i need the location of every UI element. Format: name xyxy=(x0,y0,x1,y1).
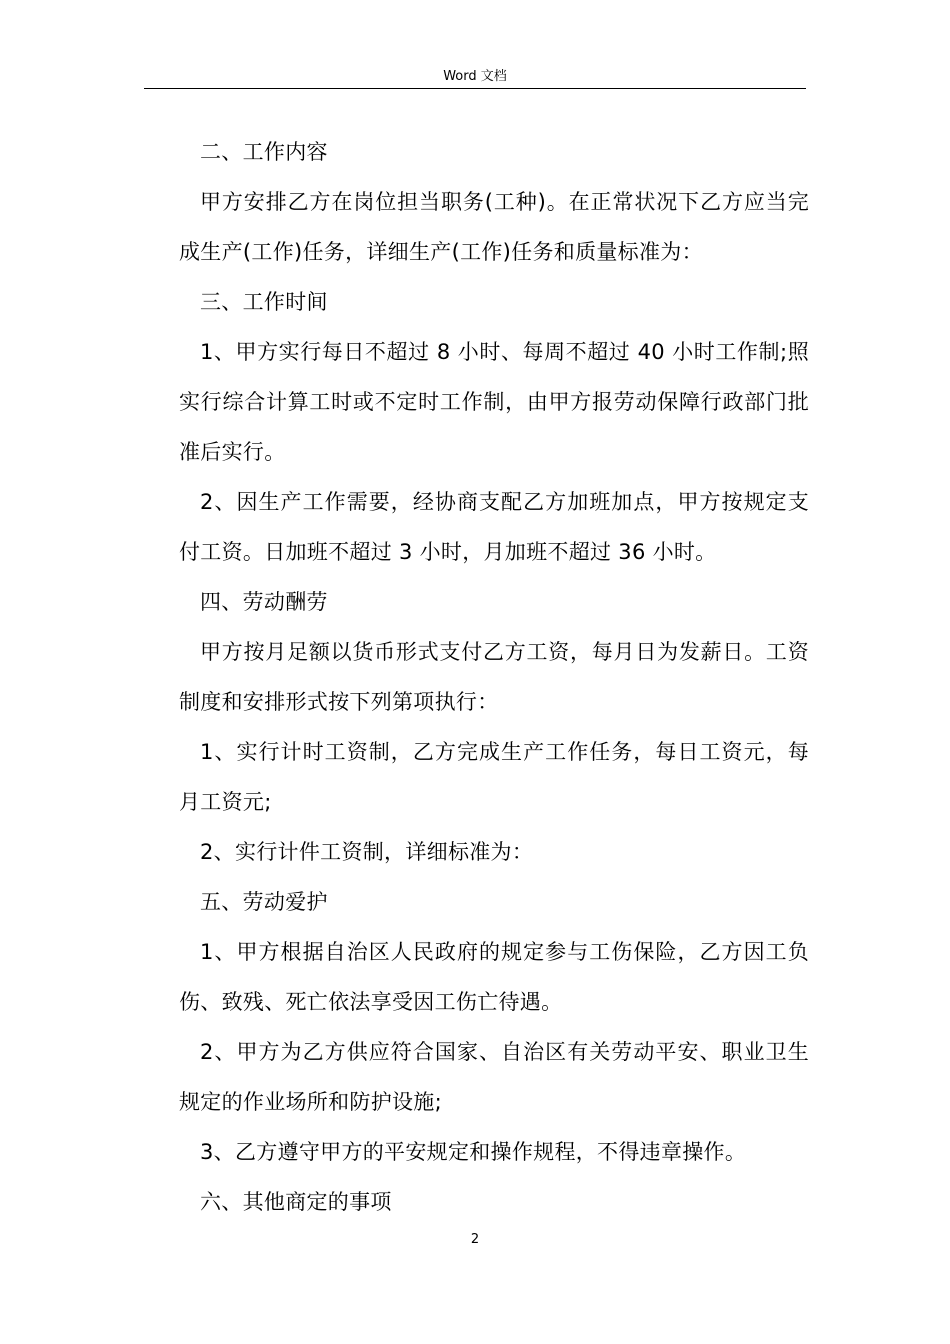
document-header-title: Word 文档 xyxy=(443,69,507,84)
paragraph: 3、乙方遵守甲方的平安规定和操作规程，不得违章操作。 xyxy=(200,1140,747,1164)
paragraph: 甲方安排乙方在岗位担当职务(工种)。在正常状况下乙方应当完成生产(工作)任务，详细生产(工作)任务和质量标准为： xyxy=(179,190,809,264)
header-divider xyxy=(144,88,806,89)
document-body xyxy=(179,127,809,1227)
section-heading-labor-protection: 五、劳动爱护 xyxy=(200,890,328,914)
page-number: 2 xyxy=(470,1232,480,1247)
paragraph: 1、甲方根据自治区人民政府的规定参与工伤保险，乙方因工负伤、致残、死亡依法享受因工伤亡待遇。 xyxy=(179,940,809,1014)
section-heading-work-content: 二、工作内容 xyxy=(200,140,328,164)
section-heading-work-time: 三、工作时间 xyxy=(200,290,328,314)
paragraph: 甲方按月足额以货币形式支付乙方工资，每月日为发薪日。工资制度和安排形式按下列第项执行： xyxy=(179,640,809,714)
paragraph: 2、因生产工作需要，经协商支配乙方加班加点，甲方按规定支付工资。日加班不超过 3 小时，月加班不超过 36 小时。 xyxy=(179,490,809,564)
paragraph: 2、实行计件工资制，详细标准为： xyxy=(200,840,534,864)
paragraph: 1、实行计时工资制，乙方完成生产工作任务，每日工资元，每月工资元; xyxy=(179,740,809,814)
section-heading-other-matters: 六、其他商定的事项 xyxy=(200,1190,392,1214)
paragraph: 2、甲方为乙方供应符合国家、自治区有关劳动平安、职业卫生规定的作业场所和防护设施; xyxy=(179,1040,809,1114)
section-heading-remuneration: 四、劳动酬劳 xyxy=(200,590,328,614)
paragraph: 1、甲方实行每日不超过 8 小时、每周不超过 40 小时工作制;照实行综合计算工时或不定时工作制，由甲方报劳动保障行政部门批准后实行。 xyxy=(179,340,809,464)
